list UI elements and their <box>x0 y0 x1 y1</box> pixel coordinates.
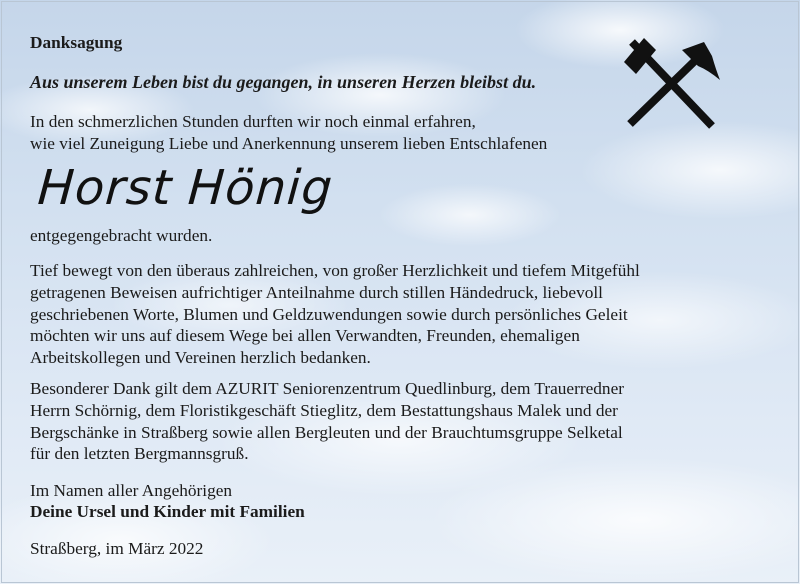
paragraph-line: Besonderer Dank gilt dem AZURIT Seniorenzentrum Quedlinburg, dem Trauerredner <box>30 379 624 398</box>
paragraph-line: möchten wir uns auf diesem Wege bei allen Verwandten, Freunden, ehemaligen <box>30 326 580 346</box>
paragraph-line: geschriebenen Worte, Blumen und Geldzuwendungen sowie durch persönliches Geleit <box>30 304 628 324</box>
paragraph-line: Tief bewegt von den überaus zahlreichen, von großer Herzlichkeit und tiefem Mitgefühl <box>30 261 640 280</box>
intro-line: In den schmerzlichen Stunden durften wir noch einmal erfahren, <box>30 112 476 131</box>
intro-line: wie viel Zuneigung Liebe und Anerkennung unserem lieben Entschlafenen <box>30 133 548 153</box>
paragraph-line: Herrn Schörnig, dem Floristikgeschäft Stieglitz, dem Bestattungshaus Malek und der <box>30 400 618 420</box>
after-name-text: entgegengebracht wurden. <box>30 226 213 245</box>
closing-line: Im Namen aller Angehörigen <box>30 481 233 500</box>
place-date: Straßberg, im März 2022 <box>30 539 204 558</box>
intro-text <box>30 111 547 155</box>
paragraph-special-thanks <box>30 378 624 465</box>
paragraph-gratitude <box>30 260 640 369</box>
paragraph-line: für den letzten Bergmannsgruß. <box>30 444 249 464</box>
hammer-and-pick-icon <box>620 36 720 130</box>
paragraph-line: Arbeitskollegen und Vereinen herzlich bedanken. <box>30 348 371 368</box>
paragraph-line: Bergschänke in Straßberg sowie allen Bergleuten und der Brauchtumsgruppe Selketal <box>30 422 623 442</box>
notice-heading: Danksagung <box>30 33 123 52</box>
paragraph-line: getragenen Beweisen aufrichtiger Anteilnahme durch stillen Händedruck, liebevoll <box>30 282 603 302</box>
notice-motto: Aus unserem Leben bist du gegangen, in unseren Herzen bleibst du. <box>30 72 537 92</box>
signature: Deine Ursel und Kinder mit Familien <box>30 502 305 521</box>
deceased-name: Horst Hönig <box>36 160 335 216</box>
